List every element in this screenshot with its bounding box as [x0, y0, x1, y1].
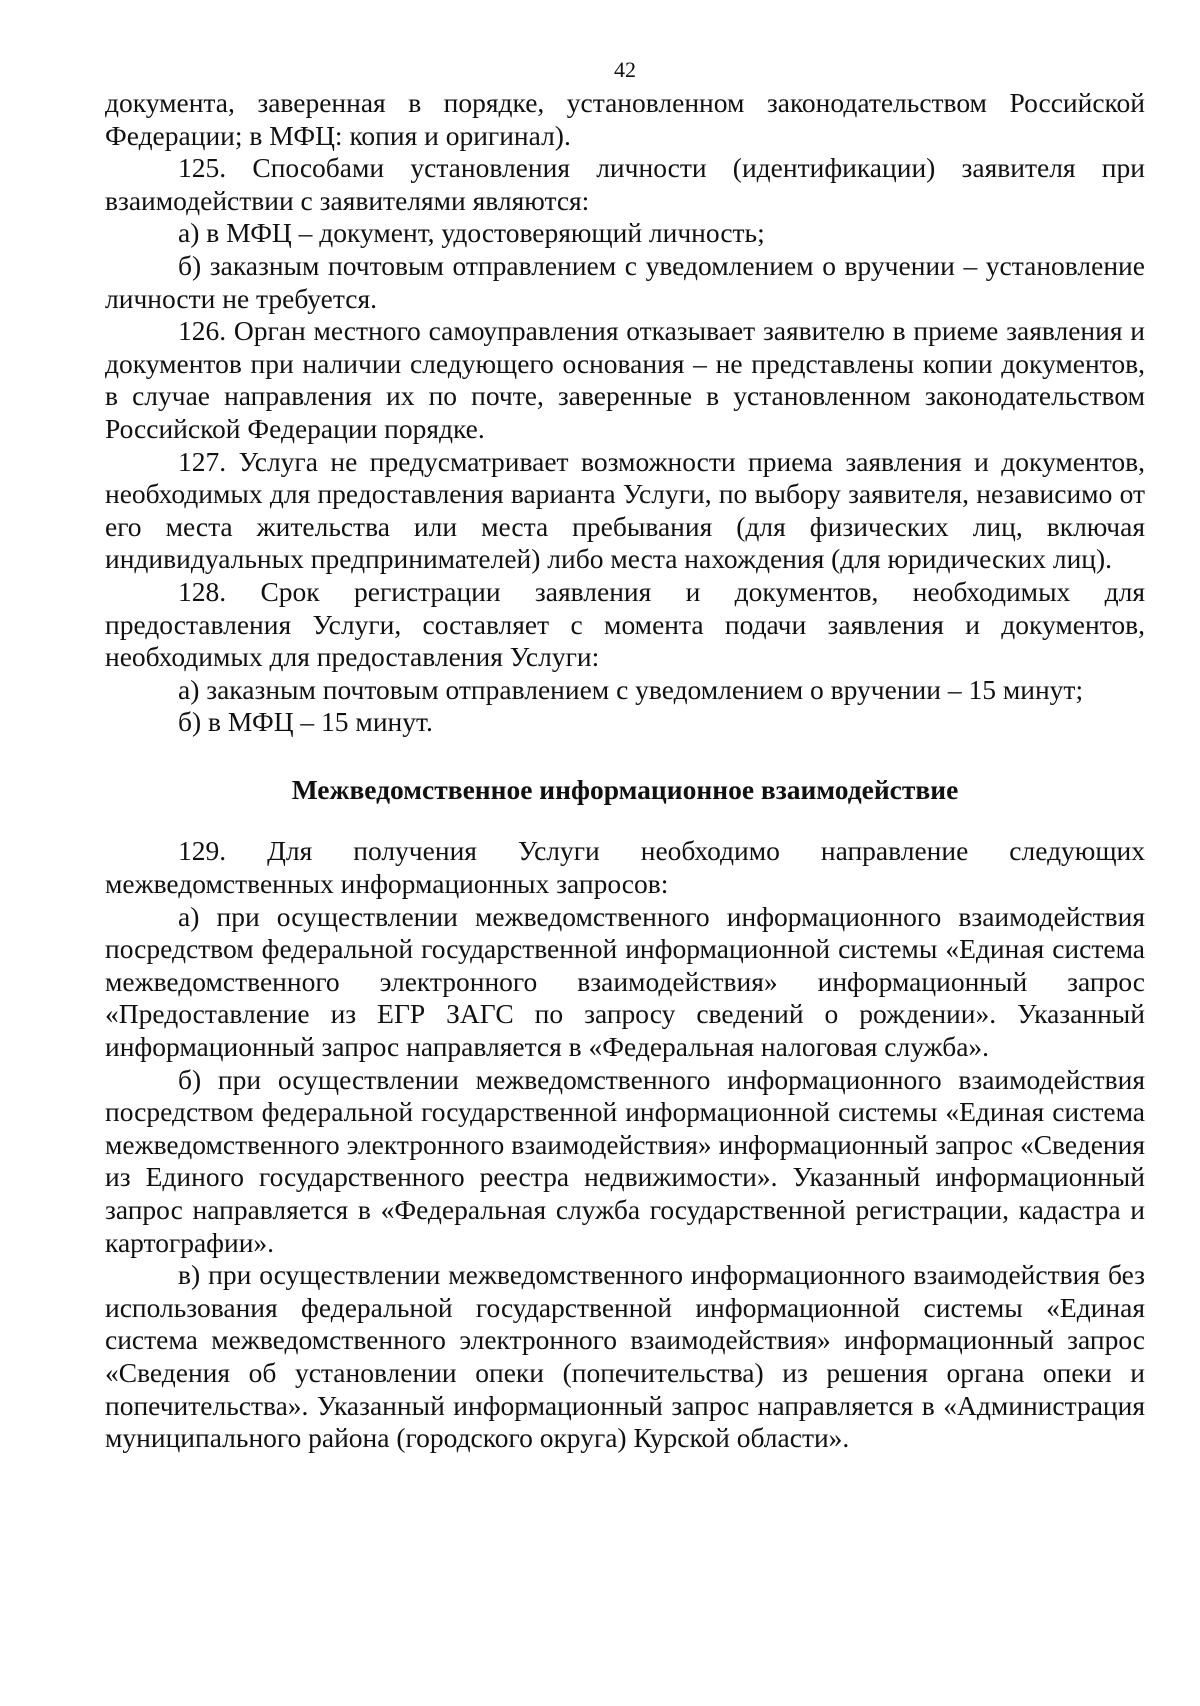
page-number: 42	[614, 57, 636, 82]
paragraph-128-b: б) в МФЦ – 15 минут.	[178, 706, 433, 738]
paragraph-128-a: а) заказным почтовым отправлением с уведомлением о вручении – 15 минут;	[178, 673, 1084, 705]
paragraph-125: 125. Способами установления личности (идентификации) заявителя при взаимодействии с заявителями являются:	[105, 152, 1145, 216]
paragraph-129: 129. Для получения Услуги необходимо направление следующих межведомственных информационных запросов:	[105, 835, 1145, 900]
section-heading: Межведомственное информационное взаимодействие	[291, 773, 959, 805]
paragraph-continuation: документа, заверенная в порядке, установленном законодательством Российской Федерации; в МФЦ: копия и оригинал).	[105, 87, 1145, 151]
paragraph-125-b: б) заказным почтовым отправлением с уведомлением о вручении – установление личности не требуется.	[105, 249, 1145, 314]
paragraph-125-a: а) в МФЦ – документ, удостоверяющий личность;	[178, 217, 765, 249]
paragraph-129-c: в) при осуществлении межведомственного информационного взаимодействия без использования федеральной государственной информационной системы «Единая система межведомственного электронного взаимодействия» информационный запрос «Сведения об установлении опеки (попечительства) из решения органа опеки и попечительства». Указанный информационный запрос направляется в «Администрация муниципального района (городского округа) Курской области».	[105, 1259, 1145, 1454]
paragraph-128: 128. Срок регистрации заявления и документов, необходимых для предоставления Услуги, составляет с момента подачи заявления и документов, необходимых для предоставления Услуги:	[105, 575, 1145, 673]
paragraph-126: 126. Орган местного самоуправления отказывает заявителю в приеме заявления и документов при наличии следующего основания – не представлены копии документов, в случае направления их по почте, заверенные в установленном законодательством Российской Федерации порядке.	[105, 315, 1145, 444]
paragraph-127: 127. Услуга не предусматривает возможности приема заявления и документов, необходимых для предоставления варианта Услуги, по выбору заявителя, независимо от его места жительства или места пребывания (для физических лиц, включая индивидуальных предпринимателей) либо места нахождения (для юридических лиц).	[105, 445, 1145, 575]
document-page	[105, 55, 1145, 1455]
paragraph-129-b: б) при осуществлении межведомственного информационного взаимодействия посредством федеральной государственной информационной системы «Единая система межведомственного электронного взаимодействия» информационный запрос «Сведения из Единого государственного реестра недвижимости». Указанный информационный запрос направляется в «Федеральная служба государственной регистрации, кадастра и картографии».	[105, 1063, 1145, 1258]
paragraph-129-a: а) при осуществлении межведомственного информационного взаимодействия посредством федеральной государственной информационной системы «Единая система межведомственного электронного взаимодействия» информационный запрос «Предоставление из ЕГР ЗАГС по запросу сведений о рождении». Указанный информационный запрос направляется в «Федеральная налоговая служба».	[105, 900, 1145, 1063]
